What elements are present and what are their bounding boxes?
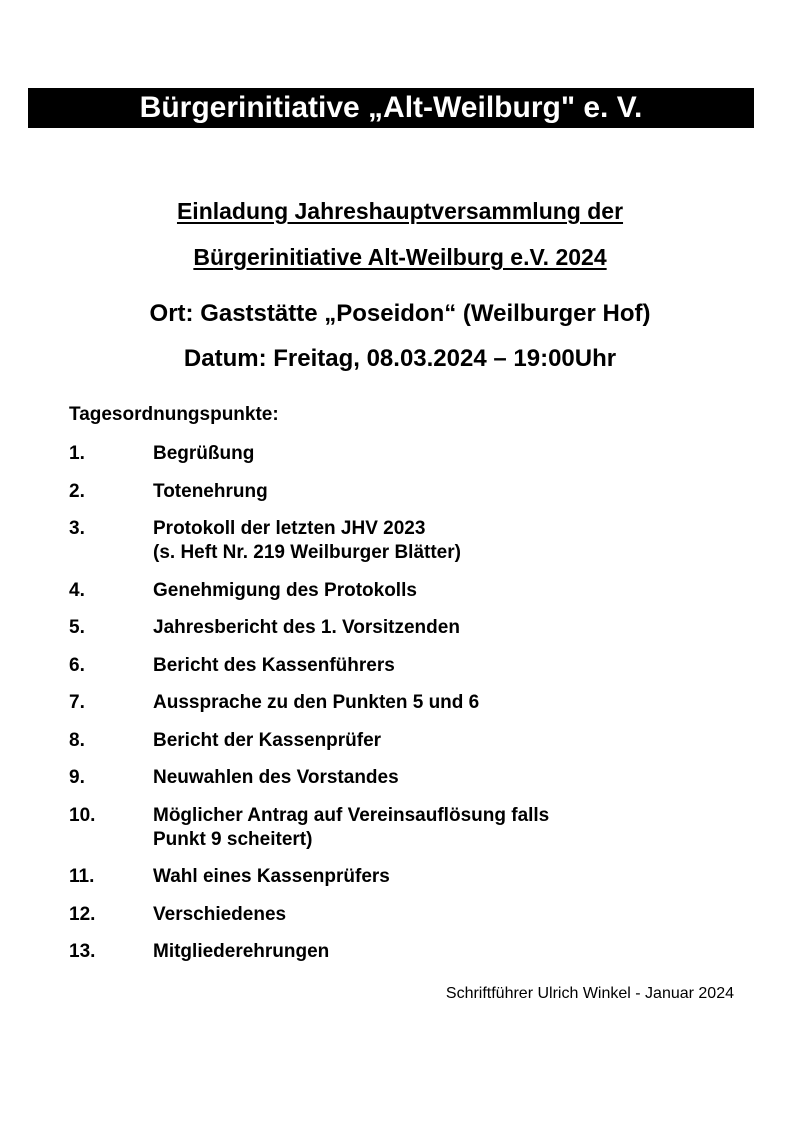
agenda-item-text: Verschiedenes bbox=[153, 903, 287, 925]
agenda-item bbox=[69, 579, 749, 603]
agenda-item-number: 1. bbox=[69, 443, 85, 464]
agenda-item-number: 3. bbox=[69, 518, 85, 539]
agenda-item-text: Protokoll der letzten JHV 2023 (s. Heft Nr. 219 Weilburger Blätter) bbox=[153, 518, 461, 563]
agenda-item bbox=[69, 480, 749, 504]
signature-line: Schriftführer Ulrich Winkel - Januar 2024 bbox=[445, 985, 734, 1002]
agenda-item bbox=[69, 442, 749, 466]
invitation-title-line2: Bürgerinitiative Alt-Weilburg e.V. 2024 bbox=[193, 244, 607, 270]
agenda-item-number: 12. bbox=[69, 903, 96, 925]
agenda-item-text: Aussprache zu den Punkten 5 und 6 bbox=[153, 692, 480, 713]
header-banner: Bürgerinitiative „Alt-Weilburg" e. V. bbox=[28, 88, 754, 128]
agenda-item bbox=[69, 903, 749, 927]
agenda-item-text: Genehmigung des Protokolls bbox=[153, 579, 417, 601]
agenda-item-text: Neuwahlen des Vorstandes bbox=[153, 767, 399, 788]
agenda-item-text: Möglicher Antrag auf Vereinsauflösung falls Punkt 9 scheitert) bbox=[153, 804, 550, 850]
agenda-item-number: 11. bbox=[69, 866, 95, 887]
agenda-item bbox=[69, 940, 749, 964]
agenda-item-number: 7. bbox=[69, 692, 85, 713]
agenda-item-number: 2. bbox=[69, 480, 85, 502]
agenda-item-text: Bericht des Kassenführers bbox=[153, 654, 395, 676]
location-line: Ort: Gaststätte „Poseidon“ (Weilburger Hof) bbox=[149, 300, 651, 327]
agenda-item bbox=[69, 654, 749, 678]
agenda-item bbox=[69, 865, 749, 889]
date-line: Datum: Freitag, 08.03.2024 – 19:00Uhr bbox=[183, 345, 617, 372]
invitation-title-line1: Einladung Jahreshauptversammlung der bbox=[176, 198, 624, 224]
agenda-item-text: Mitgliederehrungen bbox=[153, 941, 330, 962]
agenda-item-text: Totenehrung bbox=[153, 480, 268, 502]
agenda-item-number: 8. bbox=[69, 729, 85, 751]
agenda-item bbox=[69, 729, 749, 753]
agenda-item-number: 4. bbox=[69, 579, 85, 601]
agenda-list bbox=[69, 442, 749, 978]
agenda-item-number: 13. bbox=[69, 941, 96, 962]
agenda-item-number: 5. bbox=[69, 617, 85, 638]
agenda-item-text: Jahresbericht des 1. Vorsitzenden bbox=[153, 617, 460, 638]
agenda-item bbox=[69, 616, 749, 640]
agenda-item-text: Bericht der Kassenprüfer bbox=[153, 729, 382, 751]
agenda-item bbox=[69, 804, 749, 852]
agenda-item bbox=[69, 517, 749, 565]
agenda-heading: Tagesordnungspunkte: bbox=[69, 404, 279, 425]
agenda-item-number: 10. bbox=[69, 804, 96, 826]
agenda-item-number: 6. bbox=[69, 654, 85, 676]
agenda-item-text: Wahl eines Kassenprüfers bbox=[153, 866, 390, 887]
agenda-item bbox=[69, 691, 749, 715]
agenda-item-text: Begrüßung bbox=[153, 443, 255, 464]
agenda-item-number: 9. bbox=[69, 767, 85, 788]
agenda-item bbox=[69, 766, 749, 790]
